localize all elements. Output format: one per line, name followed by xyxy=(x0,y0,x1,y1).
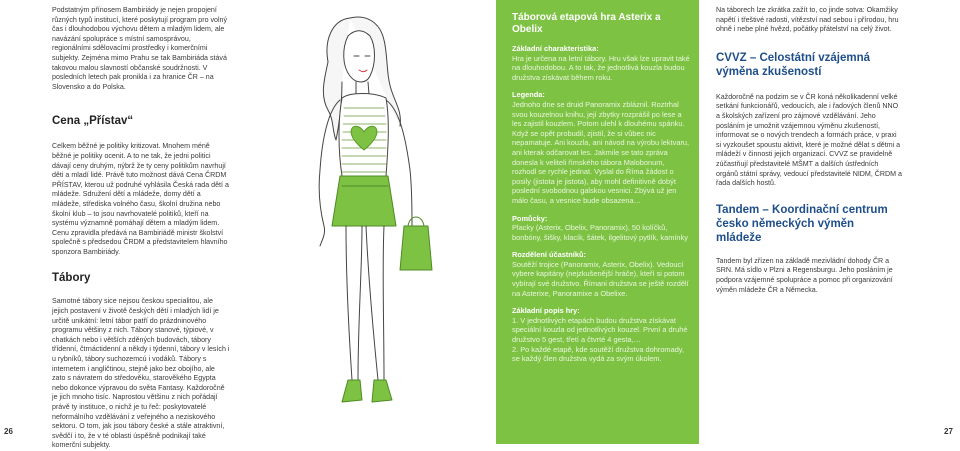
cvvz-text: Každoročně na podzim se v ČR koná několikadenní velké setkání funkcionářů, vedoucích, ale i řadových členů NNO a školských zařízení pro zájmové vzdělávání. Jeho posláním je umožnit vzájemnou výměnu zkušeností, informovat se o nových trendech a formách práce, v praxi si vyzkoušet spoustu aktivit, které je možné dělat s dětmi a mládeží v činnosti jejich organizací. CVVZ se pravidelně zúčastňují představitelé MŠMT a dalších ústředních orgánů státní správy, vedoucí představitelé NIDM, ČRDM a řada dalších hostů. xyxy=(716,92,902,188)
tabory-text: Samotné tábory sice nejsou českou specialitou, ale jejich postavení v životě českých dětí i mladých lidí je určitě unikátní: letní tábor patří do prázdninového programu většiny z nich. Tábory stanové, týpiové, v chatkách nebo i větších zděných budovách, tábory třídenní, čtrnáctidenní a někdy i týdenní, tábory v lesích i u rybníků, tábory suchozemcú i vodáků. Tábory s internetem i angličtinou, stejně jako bez obojího, ale zato s návratem do středověku, starověkého Egypta nebo dokonce výpravou do světa Fantasy. Každoročně je jich mnoho tisíc. Naprostou většinu z nich pořádají právě ty instituce, o nichž je tu řeč: poskytovatelé neformálního vzdělávání z veřejného a neziskového sektoru. O tom, jak jsou tábory české a stále atraktivní, svědčí i to, že v té oblasti úspěšně podnikají také komerční subjekty. xyxy=(52,297,230,450)
tabory-intro-text: Na táborech lze zkrátka zažít to, co jinde sotva: Okamžiky napětí i třeštivé radosti, vítězství nad sebou i přírodou, hru ohně i nebe plné hvězd, počátky přátelství na celý život. xyxy=(716,6,899,34)
characteristic-text: Hra je určena na letní tábory. Hru však lze upravit také na dlouhodobou. A to tak, že jednotlivá kouzla budou družstva získávat během roku. xyxy=(512,53,690,82)
participants-text: Soutěží trojice (Panoramix, Asterix, Obelix). Vedoucí vybere kapitány (nejzkušenější hráče), kteří si potom vybírají své družstvo. Římani družstva se ještě rozdělí na Asterixe, Panoramixe a Obelixe. xyxy=(512,259,689,298)
right-text-column xyxy=(716,6,902,295)
cena-pristav-heading: Cena „Přístav“ xyxy=(52,115,134,128)
tabory-heading: Tábory xyxy=(52,272,91,285)
intro-paragraph: Podstatným přínosem Bambiriády je nejen propojení různých typů institucí, které poskytují program pro volný čas i dlouhodobou výchovu dětem a mladým lidem, ale navázání spolupráce s místní samosprávou, regionálními sdělovacími prostředky i komerčními subjekty. Zejména mimo Prahu se tak Bambiriáda stává takovou malou slavností občanské soudržnosti. V posledních letech pak pronikla i za hranice ČR – na Slovensko a do Polska. xyxy=(52,6,228,91)
game-info-panel xyxy=(496,0,699,444)
tools-text: Placky (Asterix, Obelix, Panoramix), 50 kolíčků, bonbóny, šišky, klacík, šátek, ilgelitový pytlík, kamínky xyxy=(512,223,688,242)
participants-label: Rozdělení účastníků: xyxy=(512,250,586,260)
cvvz-heading: CVVZ – Celostátní vzájemná výměna zkušeností xyxy=(716,51,871,78)
tandem-heading: Tandem – Koordinační centrum česko německých výměn mládeže xyxy=(716,203,888,244)
girl-illustration xyxy=(262,0,482,444)
girl-figure-icon xyxy=(262,0,482,444)
legend-label: Legenda: xyxy=(512,90,545,100)
left-text-column xyxy=(52,6,230,451)
legend-text: Jednoho dne se druid Panoramix zbláznil. Roztrhal svou kouzelnou knihu, její zbytky rozprášil po lese a les zajistil kouzlem. Potom ulehl k dlouhému spánku. Když se opět probudil, zjistil, že si vůbec nic nepamatuje. Ani kouzla, ani návod na výrobu lektvaru, ani kterak odčarovat les. Jakmile se tato zpráva donesla k veliteli římského tábora Malobonum, rozhodl se rychle jednat. Vyslal do Říma žádost o posily (jistota je jistota), aby mohl definitivně dobýt poslední svobodnou galskou vesnici. Zbývá už jen málo času, a vesnice bude obsazena… xyxy=(512,99,690,205)
cena-pristav-text: Celkem běžné je politiky kritizovat. Mnohem méně běžné je politiky ocenit. A to ne tak, že jedni politici dávají ceny druhým, nýbrž že ty ceny politikům navrhují děti a mladí lidé. Právě tuto možnost dává Cena ČRDM PŘÍSTAV, kterou už podruhé vyhlásila Česká rada dětí a mládeže. Sdružení dětí a mládeže, domy dětí a mládeže, střediska volného času, školní družina nebo školní klub – to jsou navrhovatelé politiků, kteří na systému významně pomáhají dětem a mladým lidem. Cenu zpravidla předává na Bambiriádě ministr školství společně s předsedou ČRDM a představitelem hlavního sponzora Bambiriády. xyxy=(52,142,229,256)
description-text: 1. V jednotlivých etapách budou družstva získávat speciální kouzla od jednotlivých kouzel. První a druhé družstvo 5 gest, třetí a čtvrté 4 gesta,… 2. Po každé etapě, kde soutěží družstva dohromady, se každý člen družstva vydá za svým úkolem. xyxy=(512,315,688,364)
characteristic-label: Základní charakteristika: xyxy=(512,44,599,53)
tandem-text: Tandem byl zřízen na základě mezivládní dohody ČR a SRN. Má sídlo v Plzni a Regensburgu. Jeho posláním je podpora vzájemné spolupráce a pomoc při organizování výměn mládeže ČR a Německa. xyxy=(716,256,893,294)
page-number-right: 27 xyxy=(944,427,953,436)
tools-label: Pomůcky: xyxy=(512,213,548,223)
game-title: Táborová etapová hra Asterix a Obelix xyxy=(512,12,661,35)
page-number-left: 26 xyxy=(4,427,13,436)
description-label: Základní popis hry: xyxy=(512,306,580,316)
